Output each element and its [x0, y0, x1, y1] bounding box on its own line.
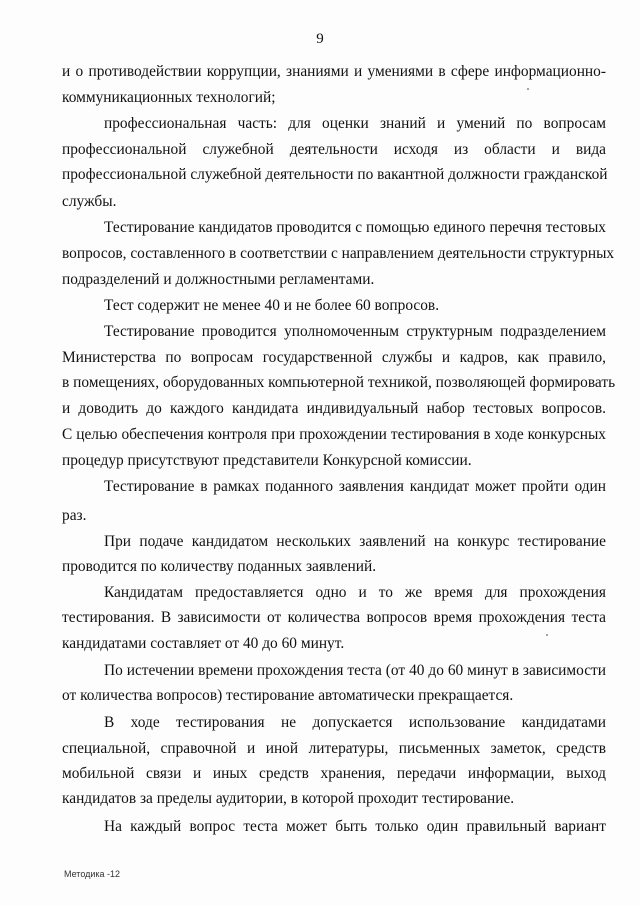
text-line: Министерства по вопросам государственной службы и кадров, как правило,	[62, 349, 606, 366]
text-line: раз.	[62, 507, 87, 524]
text-line: службы.	[62, 193, 117, 210]
text-line: от количества вопросов) тестирование автоматически прекращается.	[62, 687, 514, 704]
text-line: профессиональной служебной деятельности по вакантной должности гражданской	[62, 166, 608, 183]
text-line: При подаче кандидатом нескольких заявлений на конкурс тестирование	[104, 533, 606, 550]
scan-speck	[527, 88, 529, 90]
text-line: и о противодействии коррупции, знаниями и умениями в сфере информационно-	[62, 63, 606, 80]
text-line: проводится по количеству поданных заявлений.	[62, 558, 377, 575]
text-line: С целью обеспечения контроля при прохождении тестирования в ходе конкурсных	[62, 426, 606, 443]
text-line: Тестирование кандидатов проводится с помощью единого перечня тестовых	[104, 219, 606, 236]
text-line: На каждый вопрос теста может быть только один правильный вариант	[104, 818, 606, 835]
text-line: По истечении времени прохождения теста (от 40 до 60 минут в зависимости	[104, 662, 606, 679]
text-line: тестирования. В зависимости от количества вопросов время прохождения теста	[62, 609, 606, 626]
text-line: Тестирование проводится уполномоченным структурным подразделением	[104, 323, 606, 340]
text-line: кандидатов за пределы аудитории, в которой проходит тестирование.	[62, 790, 515, 807]
text-line: В ходе тестирования не допускается использование кандидатами	[104, 714, 606, 731]
text-line: Кандидатам предоставляется одно и то же время для прохождения	[104, 584, 606, 601]
text-line: в помещениях, оборудованных компьютерной техникой, позволяющей формировать	[62, 374, 616, 391]
page-number: 9	[316, 31, 324, 47]
text-line: вопросов, составленного в соответствии с направлением деятельности структурных	[62, 245, 615, 262]
text-line: коммуникационных технологий;	[62, 89, 276, 106]
text-line: подразделений и должностными регламентами.	[62, 271, 375, 288]
text-line: Тестирование в рамках поданного заявления кандидат может пройти один	[104, 478, 606, 495]
text-line: мобильной связи и иных средств хранения, передачи информации, выход	[62, 765, 606, 782]
footer-label: Методика -12	[64, 869, 121, 879]
text-line: и доводить до каждого кандидата индивидуальный набор тестовых вопросов.	[62, 400, 606, 417]
text-line: профессиональной служебной деятельности исходя из области и вида	[62, 141, 606, 158]
text-line: кандидатами составляет от 40 до 60 минут.	[62, 635, 345, 652]
text-line: Тест содержит не менее 40 и не более 60 вопросов.	[104, 297, 440, 314]
text-line: профессиональная часть: для оценки знаний и умений по вопросам	[104, 115, 606, 132]
scan-speck	[546, 634, 548, 636]
text-line: специальной, справочной и иной литературы, письменных заметок, средств	[62, 740, 606, 757]
text-line: процедур присутствуют представители Конкурсной комиссии.	[62, 452, 472, 469]
